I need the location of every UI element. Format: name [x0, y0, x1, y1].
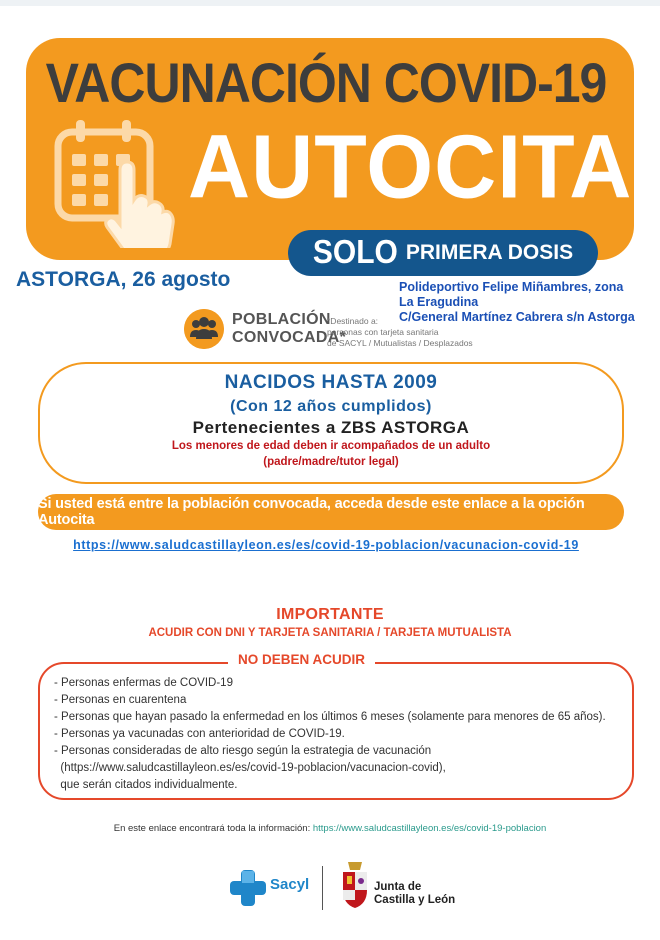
- people-group-icon: [184, 309, 224, 349]
- note-label: *Destinado a:: [327, 316, 379, 326]
- note-line2: de SACYL / Mutualistas / Desplazados: [327, 338, 473, 348]
- exclusions-list: [54, 675, 634, 794]
- junta-label: [374, 881, 455, 907]
- autocita-link[interactable]: https://www.saludcastillayleon.es/es/covid-19-poblacion/vacunacion-covid-19: [73, 538, 579, 552]
- sacyl-logo-icon: [228, 868, 268, 908]
- list-item: - Personas en cuarentena: [54, 694, 187, 706]
- city-date: ASTORGA, 26 agosto: [16, 268, 231, 291]
- dose-pill: [288, 230, 598, 276]
- address-line: Polideportivo Felipe Miñambres, zona: [399, 280, 624, 294]
- sacyl-label: Sacyl: [270, 876, 310, 893]
- top-strip: [0, 0, 660, 6]
- population-line2: CONVOCADA*: [232, 329, 347, 346]
- calendar-touch-icon: [54, 118, 176, 248]
- dose-primera: PRIMERA DOSIS: [405, 241, 574, 264]
- list-item: (https://www.saludcastillayleon.es/es/covid-19-poblacion/vacunacion-covid),: [54, 762, 446, 774]
- important-subtitle: ACUDIR CON DNI Y TARJETA SANITARIA / TARJETA MUTUALISTA: [148, 627, 512, 639]
- info-link[interactable]: https://www.saludcastillayleon.es/es/covid-19-poblacion: [312, 823, 547, 834]
- population-note: [327, 316, 473, 349]
- exclusions-title: NO DEBEN ACUDIR: [228, 652, 375, 667]
- eligibility-box: [38, 362, 624, 484]
- dose-solo: SOLO: [312, 234, 398, 271]
- autocita-cta: Si usted está entre la población convocada, acceda desde este enlace a la opción Autocita: [38, 494, 624, 530]
- note-line1: personas con tarjeta sanitaria: [327, 327, 439, 337]
- zone: Pertenecientes a ZBS ASTORGA: [192, 418, 470, 437]
- minors-note: Los menores de edad deben ir acompañados de un adulto: [171, 440, 491, 452]
- list-item: - Personas enfermas de COVID-19: [54, 677, 233, 689]
- coat-of-arms-icon: [340, 860, 370, 910]
- age-requirement: (Con 12 años cumplidos): [230, 398, 432, 415]
- minors-note-2: (padre/madre/tutor legal): [263, 456, 399, 468]
- banner-autocita: AUTOCITA: [188, 116, 633, 218]
- info-text: En este enlace encontrará toda la información:: [113, 823, 313, 834]
- info-line: [0, 823, 660, 834]
- list-item: que serán citados individualmente.: [54, 779, 238, 791]
- important-title: IMPORTANTE: [276, 606, 384, 623]
- list-item: - Personas ya vacunadas con anterioridad de COVID-19.: [54, 728, 345, 740]
- address-line: La Eragudina: [399, 295, 479, 309]
- list-item: - Personas consideradas de alto riesgo según la estrategia de vacunación: [54, 745, 432, 757]
- population-line1: POBLACIÓN: [232, 311, 331, 328]
- born-until: NACIDOS HASTA 2009: [224, 372, 438, 393]
- list-item: - Personas que hayan pasado la enfermedad en los últimos 6 meses (solamente para menores de 65 años).: [54, 711, 606, 723]
- junta-line2: Castilla y León: [374, 894, 456, 906]
- address-line: C/General Martínez Cabrera s/n Astorga: [399, 310, 635, 324]
- junta-line1: Junta de: [374, 881, 422, 893]
- banner-title: VACUNACIÓN COVID-19: [45, 51, 607, 115]
- footer-divider: [322, 866, 323, 910]
